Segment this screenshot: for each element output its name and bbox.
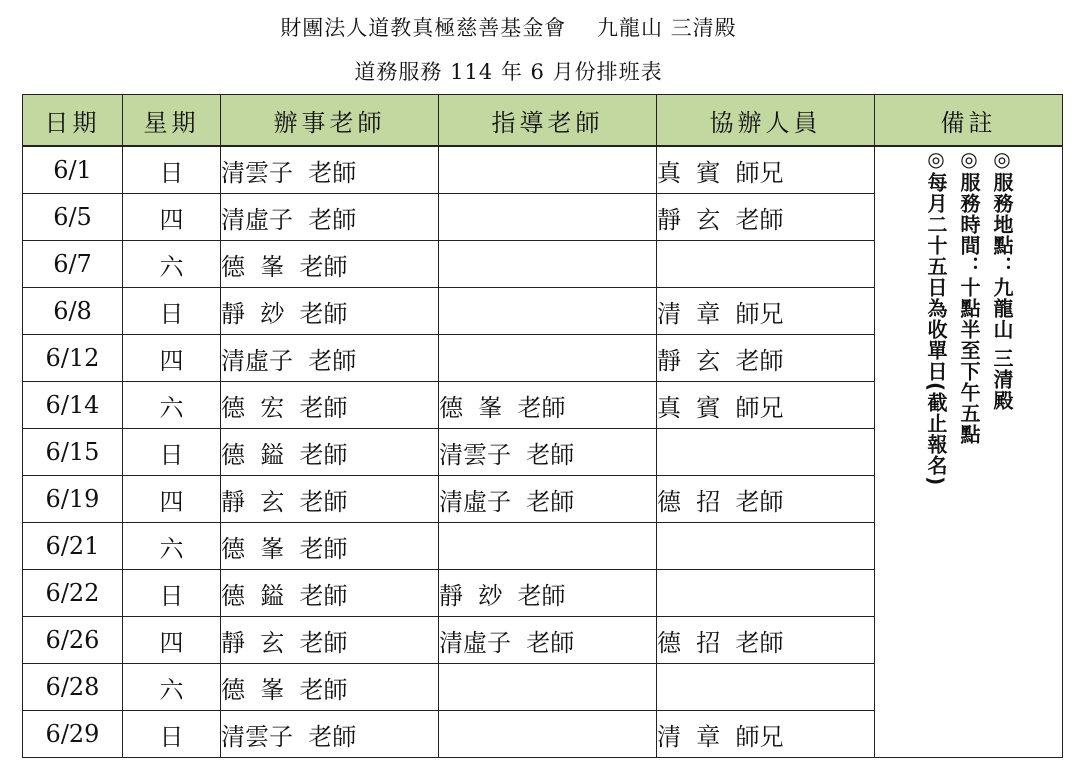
cell-main-teacher: 清虛子 老師: [221, 335, 439, 382]
col-header-guide-teacher: 指導老師: [439, 95, 657, 147]
cell-guide-teacher: [439, 711, 657, 758]
cell-assistant: 真 賓 師兄: [657, 146, 875, 194]
cell-guide-teacher: 清虛子 老師: [439, 476, 657, 523]
cell-weekday: 六: [123, 241, 221, 288]
cell-date: 6/14: [23, 382, 123, 429]
cell-main-teacher: 德 峯 老師: [221, 241, 439, 288]
cell-weekday: 四: [123, 335, 221, 382]
cell-weekday: 日: [123, 288, 221, 335]
document-title: 財團法人道教真極慈善基金會 九龍山 三清殿: [280, 16, 737, 40]
cell-weekday: 日: [123, 146, 221, 194]
cell-guide-teacher: [439, 241, 657, 288]
cell-assistant: [657, 523, 875, 570]
cell-guide-teacher: 靜 玅 老師: [439, 570, 657, 617]
cell-weekday: 日: [123, 711, 221, 758]
cell-main-teacher: 德 鎰 老師: [221, 429, 439, 476]
cell-date: 6/7: [23, 241, 123, 288]
cell-main-teacher: 德 峯 老師: [221, 523, 439, 570]
cell-assistant: 德 招 老師: [657, 476, 875, 523]
cell-date: 6/19: [23, 476, 123, 523]
cell-weekday: 四: [123, 476, 221, 523]
cell-assistant: [657, 664, 875, 711]
cell-main-teacher: 清雲子 老師: [221, 711, 439, 758]
cell-assistant: [657, 241, 875, 288]
schedule-table: [22, 94, 1063, 758]
col-header-weekday: 星期: [123, 95, 221, 147]
cell-assistant: 真 賓 師兄: [657, 382, 875, 429]
cell-guide-teacher: [439, 664, 657, 711]
cell-assistant: 德 招 老師: [657, 617, 875, 664]
cell-weekday: 六: [123, 382, 221, 429]
table-row: [23, 146, 1063, 194]
cell-assistant: 清 章 師兄: [657, 288, 875, 335]
col-header-assistant: 協辦人員: [657, 95, 875, 147]
note-location: ◎服務地點：九龍山 三清殿: [990, 147, 1014, 411]
cell-main-teacher: 靜 玄 老師: [221, 617, 439, 664]
cell-guide-teacher: [439, 335, 657, 382]
cell-weekday: 日: [123, 570, 221, 617]
cell-assistant: 靜 玄 老師: [657, 335, 875, 382]
cell-assistant: 清 章 師兄: [657, 711, 875, 758]
cell-date: 6/21: [23, 523, 123, 570]
cell-date: 6/22: [23, 570, 123, 617]
col-header-date: 日期: [23, 95, 123, 147]
cell-weekday: 六: [123, 523, 221, 570]
cell-guide-teacher: [439, 523, 657, 570]
cell-main-teacher: 靜 玄 老師: [221, 476, 439, 523]
note-hours: ◎服務時間：十點半至下午五點: [957, 147, 981, 445]
notes-columns: [875, 147, 1062, 486]
col-header-main-teacher: 辦事老師: [221, 95, 439, 147]
document-subtitle: 道務服務 114 年 6 月份排班表: [354, 60, 663, 84]
cell-date: 6/5: [23, 194, 123, 241]
cell-main-teacher: 德 鎰 老師: [221, 570, 439, 617]
table-header-row: [23, 95, 1063, 147]
col-header-notes: 備註: [875, 95, 1063, 147]
cell-date: 6/15: [23, 429, 123, 476]
cell-assistant: [657, 429, 875, 476]
notes-cell: [875, 146, 1063, 758]
cell-assistant: 靜 玄 老師: [657, 194, 875, 241]
cell-date: 6/12: [23, 335, 123, 382]
note-deadline: ◎每月二十五日為收單日(截止報名): [924, 147, 948, 487]
cell-weekday: 日: [123, 429, 221, 476]
cell-guide-teacher: [439, 288, 657, 335]
cell-main-teacher: 清雲子 老師: [221, 146, 439, 194]
cell-guide-teacher: 德 峯 老師: [439, 382, 657, 429]
cell-guide-teacher: [439, 194, 657, 241]
cell-weekday: 六: [123, 664, 221, 711]
cell-guide-teacher: 清虛子 老師: [439, 617, 657, 664]
cell-main-teacher: 德 峯 老師: [221, 664, 439, 711]
cell-date: 6/28: [23, 664, 123, 711]
cell-main-teacher: 德 宏 老師: [221, 382, 439, 429]
cell-weekday: 四: [123, 194, 221, 241]
cell-guide-teacher: 清雲子 老師: [439, 429, 657, 476]
cell-date: 6/8: [23, 288, 123, 335]
cell-date: 6/26: [23, 617, 123, 664]
cell-assistant: [657, 570, 875, 617]
cell-date: 6/1: [23, 146, 123, 194]
cell-main-teacher: 靜 玅 老師: [221, 288, 439, 335]
cell-guide-teacher: [439, 146, 657, 194]
cell-weekday: 四: [123, 617, 221, 664]
cell-main-teacher: 清虛子 老師: [221, 194, 439, 241]
cell-date: 6/29: [23, 711, 123, 758]
